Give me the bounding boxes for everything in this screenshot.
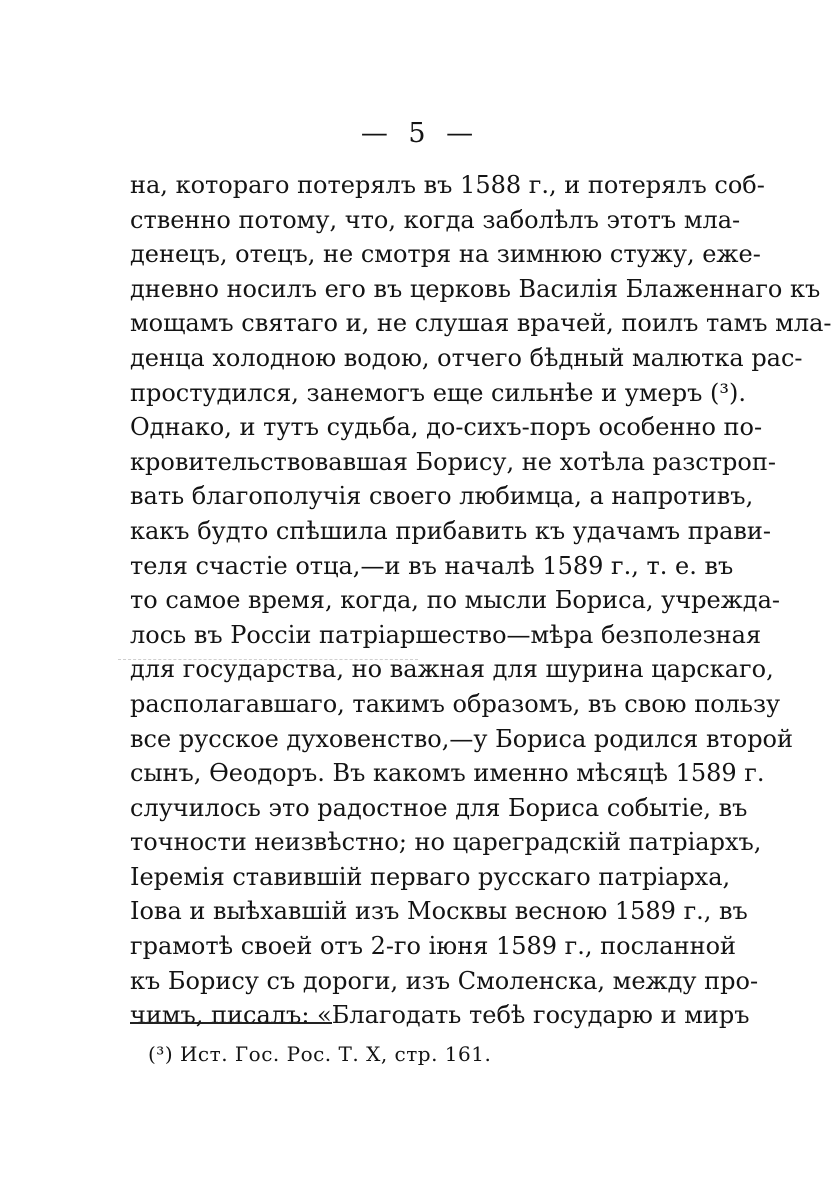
text-line: для государства, но важная для шурина царскаго, [130,655,774,684]
text-line: сынъ, Ѳеодоръ. Въ какомъ именно мѣсяцѣ 1589 г. [130,759,765,788]
text-line: кровительствовавшая Борису, не хотѣла разстроп- [130,447,776,476]
footnote-divider [130,1022,332,1024]
text-line: Іова и выѣхавшій изъ Москвы весною 1589 г., въ [130,897,748,926]
text-line: то самое время, когда, по мысли Бориса, учрежда- [130,586,781,615]
text-line: располагавшаго, такимъ образомъ, въ свою пользу [130,689,781,718]
text-line: Іеремія ставившій перваго русскаго патріарха, [130,862,731,891]
text-line: все русское духовенство,—у Бориса родился второй [130,724,793,753]
text-line: вать благополучія своего любимца, а напротивъ, [130,482,754,511]
text-line: теля счастіе отца,—и въ началѣ 1589 г., т. е. въ [130,551,734,580]
text-line: денецъ, отецъ, не смотря на зимнюю стужу, еже- [130,240,761,269]
text-line: Однако, и тутъ судьба, до-сихъ-поръ особенно по- [130,413,763,442]
text-line: случилось это радостное для Бориса событіе, въ [130,793,748,822]
footnote-marker: (³) [148,1042,174,1066]
page-number: — 5 — [360,118,480,149]
text-line: къ Борису съ дороги, изъ Смоленска, между про- [130,966,759,995]
text-line: лось въ Россіи патріаршество—мѣра безполезная [130,620,762,649]
text-line: дневно носилъ его въ церковь Василія Блаженнаго къ [130,274,821,303]
text-line: какъ будто спѣшила прибавить къ удачамъ прави- [130,516,772,545]
text-line: грамотѣ своей отъ 2-го іюня 1589 г., посланной [130,932,737,961]
footnote-text: Ист. Гос. Рос. Т. X, стр. 161. [179,1042,492,1066]
body-text [130,168,832,1033]
scan-artifact [118,659,418,660]
text-line: простудился, занемогъ еще сильнѣе и умеръ (³). [130,378,746,407]
text-line: чимъ, писалъ: «Благодать тебѣ государю и миръ [130,1001,750,1030]
text-line: точности неизвѣстно; но цареградскій патріархъ, [130,828,762,857]
text-line: мощамъ святаго и, не слушая врачей, поилъ тамъ мла- [130,309,832,338]
text-line: денца холодною водою, отчего бѣдный малютка рас- [130,343,803,372]
footnote [148,1040,491,1068]
text-line: на, котораго потерялъ въ 1588 г., и потерялъ соб- [130,171,765,199]
text-line: ственно потому, что, когда заболѣлъ этотъ мла- [130,205,741,234]
